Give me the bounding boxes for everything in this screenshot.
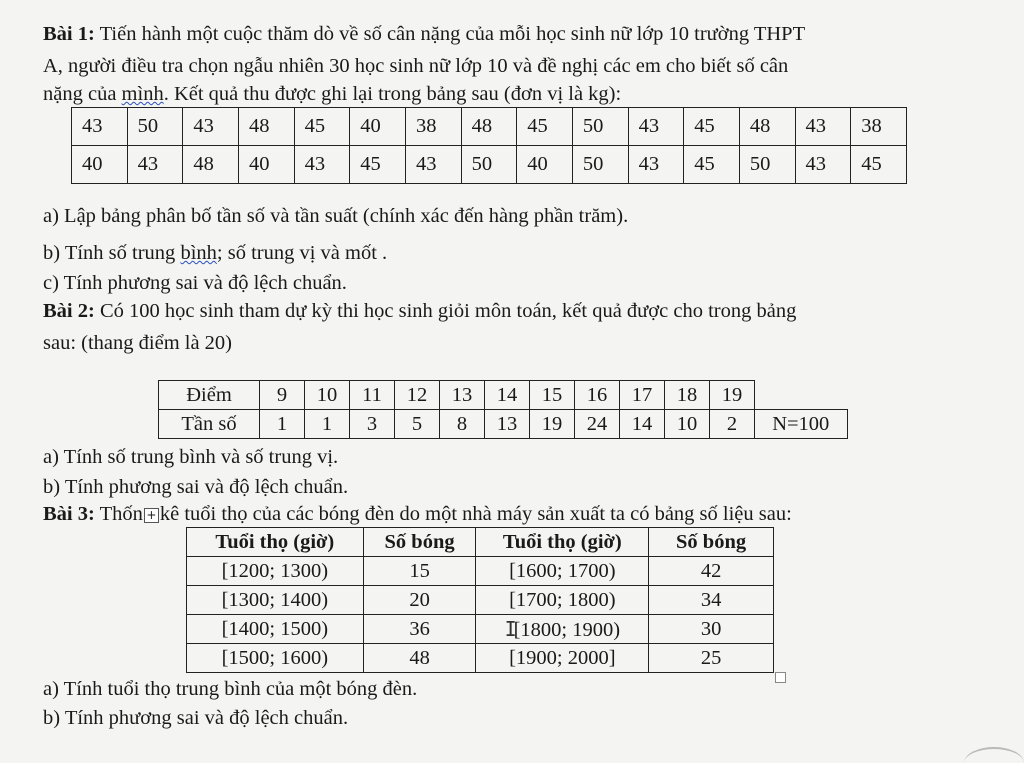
cell: 15 [530, 381, 575, 410]
cell: 43 [628, 146, 684, 184]
total-cell: N=100 [755, 410, 848, 439]
bai1-question-a: a) Lập bảng phân bố tần số và tần suất (chính xác đến hàng phần trăm). [43, 205, 629, 227]
table-resize-handle-icon[interactable] [775, 672, 786, 683]
bai2-text-line1: Có 100 học sinh tham dự kỳ thi học sinh giỏi môn toán, kết quả được cho trong bảng [99, 300, 797, 322]
bai3-question-b: b) Tính phương sai và độ lệch chuẩn. [43, 707, 349, 729]
table-row [72, 108, 907, 146]
cell: 1 [260, 410, 305, 439]
cell: [1900; 2000] [476, 644, 649, 673]
cell: 24 [575, 410, 620, 439]
cell: 12 [395, 381, 440, 410]
cell: 50 [572, 108, 628, 146]
cell: [1300; 1400) [187, 586, 364, 615]
cell: 45 [294, 108, 350, 146]
table-row [72, 146, 907, 184]
cell: 2 [710, 410, 755, 439]
col-header: Tuổi thọ (giờ) [187, 528, 364, 557]
bai1-qb-wavy: bình [180, 242, 217, 264]
cell: 48 [739, 108, 795, 146]
bai1-text-line1: Tiến hành một cuộc thăm dò về số cân nặng của mỗi học sinh nữ lớp 10 trường THPT [99, 23, 806, 45]
table-header-row [187, 528, 774, 557]
cell: 45 [851, 146, 907, 184]
cell: 11 [350, 381, 395, 410]
table-row [187, 557, 774, 586]
cell: 13 [440, 381, 485, 410]
cell: 40 [350, 108, 406, 146]
bai2-question-a: a) Tính số trung bình và số trung vị. [43, 446, 339, 468]
cell: [1400; 1500) [187, 615, 364, 644]
cell: 48 [363, 644, 476, 673]
header-diem: Điểm [159, 381, 260, 410]
cell: 38 [405, 108, 461, 146]
bai2-score-table [158, 380, 848, 439]
table-row [159, 381, 848, 410]
corner-decoration [964, 747, 1024, 763]
bai1-line3-post: . Kết quả thu được ghi lại trong bảng sau (đơn vị là kg): [163, 83, 622, 105]
cell: 40 [72, 146, 128, 184]
bai1-line1 [43, 21, 805, 47]
cell: 45 [350, 146, 406, 184]
cell: 48 [183, 146, 239, 184]
cell: 50 [572, 146, 628, 184]
bai3-label: Bài 3: [43, 503, 95, 525]
bai3-lifetime-table [186, 527, 774, 673]
table-row [159, 410, 848, 439]
cell: 19 [710, 381, 755, 410]
col-header: Tuổi thọ (giờ) [476, 528, 649, 557]
cell: 40 [517, 146, 573, 184]
cell: [1700; 1800) [476, 586, 649, 615]
cell: 10 [665, 410, 710, 439]
cell: 10 [305, 381, 350, 410]
bai1-qb-pre: b) Tính số trung [43, 242, 181, 264]
bai1-line3 [43, 81, 621, 107]
table-row [187, 644, 774, 673]
cell: 14 [620, 410, 665, 439]
bai1-question-c: c) Tính phương sai và độ lệch chuẩn. [43, 272, 347, 294]
cell: 17 [620, 381, 665, 410]
cell: 43 [795, 146, 851, 184]
empty-cell [755, 381, 848, 410]
cell: 34 [649, 586, 774, 615]
table-row [187, 615, 774, 644]
cell: 16 [575, 381, 620, 410]
cell: 43 [183, 108, 239, 146]
cell: 19 [530, 410, 575, 439]
cell: 50 [127, 108, 183, 146]
cell: 43 [405, 146, 461, 184]
bai2-question-b: b) Tính phương sai và độ lệch chuẩn. [43, 476, 349, 498]
bai2-text-line2: sau: (thang điểm là 20) [43, 332, 233, 354]
cell: 5 [395, 410, 440, 439]
cell: 48 [461, 108, 517, 146]
cell: 1 [305, 410, 350, 439]
cell: 43 [72, 108, 128, 146]
cell: 3 [350, 410, 395, 439]
bai1-qb-post: ; số trung vị và mốt . [216, 242, 388, 264]
bai2-label: Bài 2: [43, 300, 95, 322]
cell: 43 [294, 146, 350, 184]
cell: 14 [485, 381, 530, 410]
cell: 13 [485, 410, 530, 439]
cell: 50 [739, 146, 795, 184]
cell: 25 [649, 644, 774, 673]
col-header: Số bóng [363, 528, 476, 557]
cell: [1500; 1600) [187, 644, 364, 673]
table-row [187, 586, 774, 615]
bai3-text-post: kê tuổi thọ của các bóng đèn do một nhà máy sản xuất ta có bảng số liệu sau: [159, 503, 792, 525]
bai2-line1 [43, 298, 796, 324]
bai1-weight-table [71, 107, 907, 184]
cell: 50 [461, 146, 517, 184]
bai3-line [43, 501, 792, 527]
cell: 38 [851, 108, 907, 146]
bai1-label: Bài 1: [43, 23, 95, 45]
col-header: Số bóng [649, 528, 774, 557]
bai1-text-line2: A, người điều tra chọn ngẫu nhiên 30 học sinh nữ lớp 10 và đề nghị các em cho biết số cân [43, 55, 789, 77]
cell: [1600; 1700) [476, 557, 649, 586]
cell: 45 [517, 108, 573, 146]
cell-text: [1800; 1900) [513, 618, 621, 641]
bai1-line3-wavy: mình [121, 83, 164, 105]
cell: 8 [440, 410, 485, 439]
cell: [1200; 1300) [187, 557, 364, 586]
cell: 20 [363, 586, 476, 615]
cell: 30 [649, 615, 774, 644]
cell: 40 [238, 146, 294, 184]
header-tanso: Tần số [159, 410, 260, 439]
cell: 9 [260, 381, 305, 410]
cell: 43 [628, 108, 684, 146]
bai1-question-b [43, 240, 387, 266]
cell: 15 [363, 557, 476, 586]
cell-with-cursor[interactable] [476, 615, 649, 644]
table-move-handle-icon[interactable]: + [144, 508, 159, 523]
bai1-line3-pre: nặng của [43, 83, 122, 105]
bai3-question-a: a) Tính tuổi thọ trung bình của một bóng đèn. [43, 678, 418, 700]
cell: 48 [238, 108, 294, 146]
cell: 36 [363, 615, 476, 644]
bai3-text-pre: Thốn [99, 503, 143, 525]
cell: 45 [684, 146, 740, 184]
cell: 43 [127, 146, 183, 184]
cell: 18 [665, 381, 710, 410]
cell: 42 [649, 557, 774, 586]
cell: 43 [795, 108, 851, 146]
cell: 45 [684, 108, 740, 146]
text-cursor-icon: I [504, 616, 517, 641]
